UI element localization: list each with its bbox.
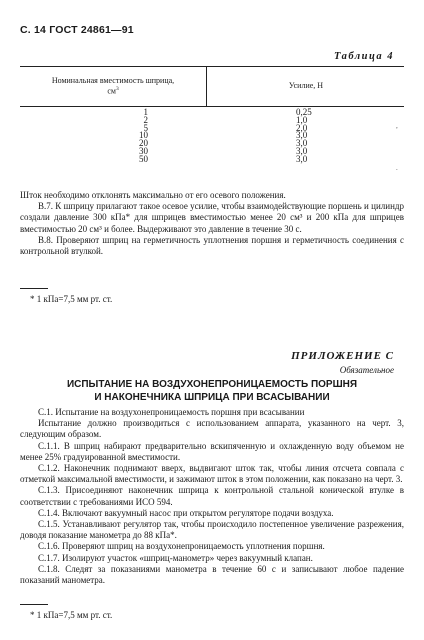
force-column [296,109,336,164]
paragraph-c1-7: С.1.7. Изолируют участок «шприц-манометр» через вакуумный клапан. [38,552,313,563]
body-text-block-1 [20,190,404,257]
force-table [20,66,404,184]
force-cell: 1,0 [296,114,308,125]
paragraph: Шток необходимо отклонять максимально от его осевого положения. [20,190,286,200]
column-header-volume [20,76,206,97]
paragraph-c1-3: С.1.3. Присоединяют наконечник шприца к контрольной стальной конической втулке в соответствии с требованиями ИСО 594. [20,485,404,507]
paragraph-c1-intro: Испытание должно производиться с использованием аппарата, указанного на черт. 3, следующим образом. [20,418,404,440]
force-cell: 0,25 [296,107,312,117]
paragraph-c1-6: С.1.6. Проверяют шприц на воздухонепроницаемость уплотнения поршня. [38,541,325,552]
footnote: * 1 кПа=7,5 мм рт. ст. [30,294,113,304]
paragraph-c1-8: С.1.8. Следят за показаниями манометра в течение 60 с и записывают любое падение показаний манометра. [20,563,404,586]
force-cell: 3,0 [296,145,308,156]
table-title: Таблица 4 [334,51,394,62]
table-top-rule [20,66,404,67]
force-cell: 3,0 [296,153,308,164]
force-cell: 3,0 [296,138,308,149]
table-header-rule [20,106,404,107]
volume-cell: 1 [143,107,148,117]
page-header-code: С. 14 ГОСТ 24861—91 [20,24,134,36]
paragraph-c1: С.1. Испытание на воздухонепроницаемость поршня при всасывании [38,407,305,417]
body-text-block-2 [20,407,404,586]
column-header-force: Усилие, Н [288,81,324,90]
paragraph-b7: В.7. К шприцу прилагают такое осевое усилие, чтобы взаимодействующие поршень и цилиндр создали давление 300 кПа* для шприцев вместимостью менее 20 см³ и 200 кПа для шприцев вместимостью 20 см³ и более. Выдерживают это давление в течение 30 с. [20,201,404,234]
paragraph-b8: В.8. Проверяют шприц на герметичность уплотнения поршня и герметичность соединения с контрольной втулкой. [20,234,404,257]
volume-cell: 20 [139,138,148,149]
volume-cell: 2 [143,114,148,125]
paragraph-c1-4: С.1.4. Включают вакуумный насос при открытом регуляторе подачи воздуха. [38,507,334,518]
section-title-line: ИСПЫТАНИЕ НА ВОЗДУХОНЕПРОНИЦАЕМОСТЬ ПОРШНЯ [66,379,358,390]
volume-cell: 5 [143,122,148,133]
table-column-divider [206,66,207,106]
paragraph-c1-2: С.1.2. Наконечник поднимают вверх, выдвигают шток так, чтобы линия отсчета совпала с отметкой максимальной вместимости, и зажимают шток в этом положении, как показано на черт. 3. [20,463,404,485]
section-title [20,378,404,404]
paragraph-c1-5: С.1.5. Устанавливают регулятор так, чтобы происходило постепенное увеличение разрежения, доводя показание манометра до 88 кПа*. [20,519,404,541]
column-header-volume-unit: см [107,86,116,96]
volume-cell: 30 [139,145,148,156]
force-cell: 2,0 [296,122,308,133]
scan-mark: . [396,164,398,172]
volume-cell: 50 [139,153,148,164]
scan-mark: , [396,122,398,130]
column-header-volume-text: Номинальная вместимость шприца, [51,76,175,85]
volume-column [116,109,148,164]
volume-cell: 10 [139,130,148,141]
column-header-volume-sup: 3 [115,86,119,92]
appendix-subtitle: Обязательное [339,365,394,375]
force-cell: 3,0 [296,130,308,141]
paragraph-c1-1: С.1.1. В шприц набирают предварительно вскипяченную и охлажденную воду объемом не менее 25% градуированной вместимости. [20,440,404,462]
footnote-rule [20,288,48,289]
footnote: * 1 кПа=7,5 мм рт. ст. [30,610,113,620]
section-title-line: И НАКОНЕЧНИКА ШПРИЦА ПРИ ВСАСЫВАНИИ [94,392,330,403]
appendix-title: ПРИЛОЖЕНИЕ С [291,350,394,362]
footnote-rule [20,604,48,605]
